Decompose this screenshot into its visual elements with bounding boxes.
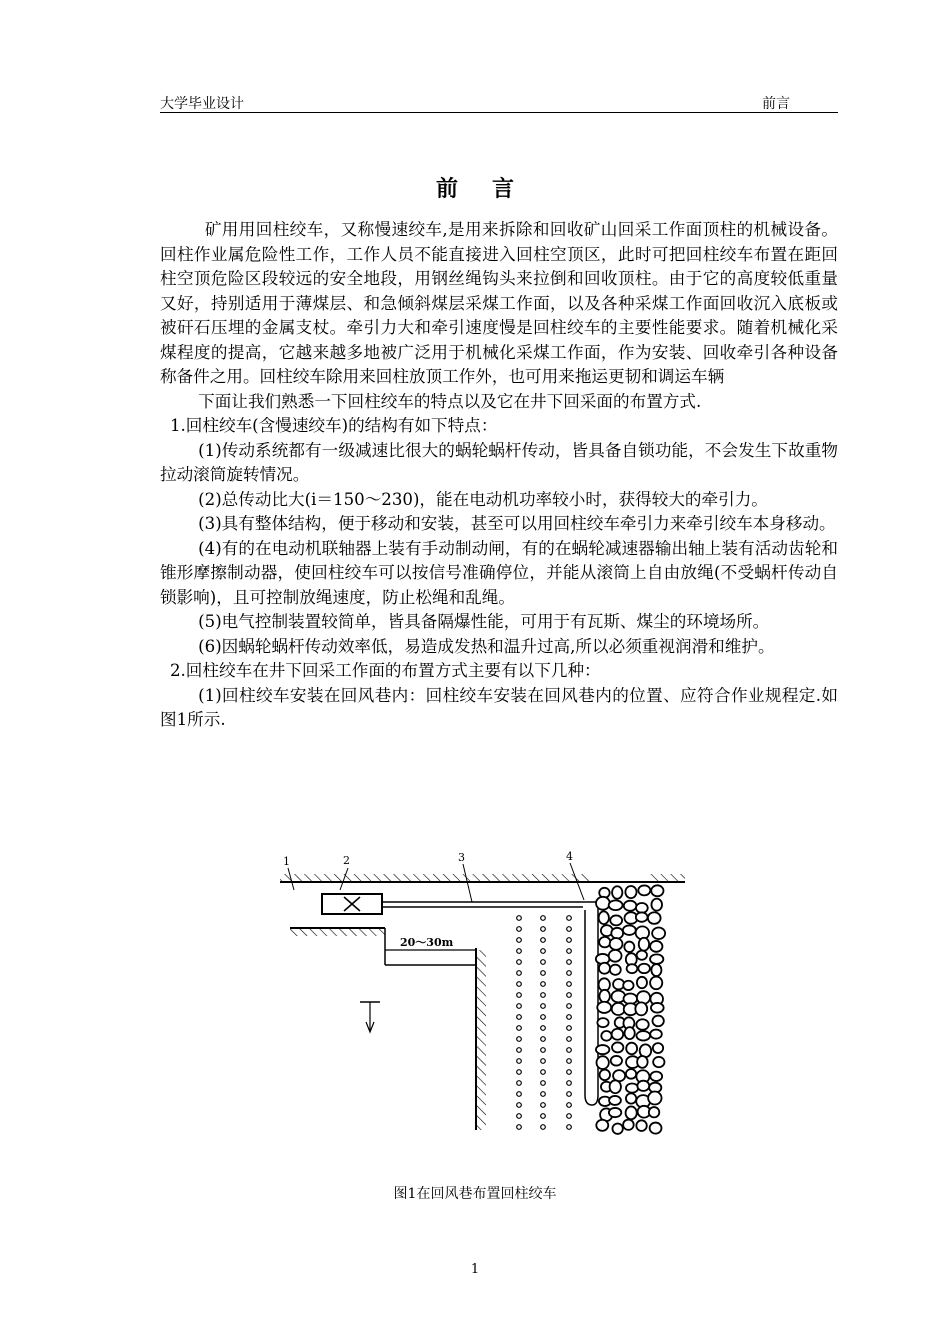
- prop: [517, 1048, 522, 1053]
- label-1: 1: [283, 855, 290, 868]
- prop: [541, 938, 546, 943]
- prop: [567, 949, 572, 954]
- prop: [567, 1070, 572, 1075]
- prop: [517, 993, 522, 998]
- rock: [637, 1081, 649, 1091]
- paragraph: (5)电气控制装置较简单，皆具备隔爆性能，可用于有瓦斯、煤尘的环境场所。: [198, 612, 770, 631]
- rock: [626, 1093, 636, 1103]
- floor-hatch: [290, 928, 385, 936]
- rock: [637, 951, 647, 960]
- prop: [517, 1125, 522, 1130]
- paragraph: (6)因蜗轮蜗杆传动效率低，易造成发热和温升过高,所以必须重视润滑和维护。: [198, 636, 775, 656]
- prop: [541, 982, 546, 987]
- rock: [601, 1031, 611, 1041]
- prop: [517, 1015, 522, 1020]
- rock: [650, 941, 662, 952]
- rock: [612, 1029, 624, 1040]
- rock: [597, 1002, 611, 1013]
- prop: [517, 1037, 522, 1042]
- paragraph: (1)传动系统都有一级减速比很大的蜗轮蜗杆传动，皆具备自锁功能，不会发生下故重物拉动滚筒旋转情况。: [160, 440, 838, 484]
- prop: [567, 1103, 572, 1108]
- goaf-rubble: [596, 885, 665, 1134]
- prop: [517, 1059, 522, 1064]
- label-3: 3: [458, 851, 465, 864]
- rock: [609, 950, 622, 962]
- rock: [638, 885, 650, 895]
- roof-hatch: [650, 874, 685, 882]
- rock: [596, 1056, 608, 1069]
- paragraph: (4)有的在电动机联轴器上装有手动制动闸，有的在蜗轮减速器输出轴上装有活动齿轮和锥形摩擦制动器，使回柱绞车可以按信号准确停位，并能从滚筒上自由放绳(不受蜗杆传动自锁影响)，且可控制放绳速度，防止松绳和乱绳。: [160, 538, 838, 607]
- rock: [651, 885, 663, 896]
- prop: [541, 1081, 546, 1086]
- prop: [517, 1114, 522, 1119]
- rock: [612, 1003, 625, 1015]
- prop: [567, 971, 572, 976]
- prop: [541, 1092, 546, 1097]
- figure-caption: 图1在回风巷布置回柱绞车: [393, 1186, 557, 1202]
- paragraph: (2)总传动比大(i＝150～230)，能在电动机功率较小时，获得较大的牵引力。: [198, 489, 768, 509]
- rock: [612, 1042, 623, 1052]
- rock: [611, 1056, 622, 1066]
- rock: [600, 1070, 610, 1081]
- prop: [517, 1092, 522, 1097]
- paragraph: (3)具有整体结构，便于移动和安装，甚至可以用回柱绞车牵引力来牵引绞车本身移动。: [198, 514, 836, 533]
- rock: [635, 1002, 647, 1015]
- rock: [609, 1096, 621, 1105]
- paragraph: (1)回柱绞车安装在回风巷内：回柱绞车安装在回风巷内的位置、应符合作业规程定.如图1所示.: [160, 685, 838, 729]
- rock: [612, 886, 622, 899]
- rock: [651, 899, 662, 911]
- prop: [517, 1081, 522, 1086]
- rock: [625, 886, 636, 898]
- section-heading: 2.回柱绞车在井下回采工作面的布置方式主要有以下几种：: [169, 661, 601, 680]
- rock: [610, 915, 622, 925]
- prop: [517, 1103, 522, 1108]
- prop: [541, 1125, 546, 1130]
- prop: [567, 1015, 572, 1020]
- label-4: 4: [566, 850, 573, 863]
- prop: [541, 1103, 546, 1108]
- prop: [567, 1125, 572, 1130]
- rock: [610, 965, 621, 975]
- prop: [541, 971, 546, 976]
- rock: [650, 977, 662, 990]
- rock: [648, 912, 661, 924]
- rock: [638, 964, 650, 973]
- rock: [597, 1018, 608, 1027]
- rock: [653, 1057, 664, 1067]
- prop: [541, 1004, 546, 1009]
- rock: [651, 1003, 664, 1013]
- rock: [637, 1056, 648, 1068]
- rock: [623, 1120, 634, 1130]
- header-left: 大学毕业设计: [160, 96, 244, 112]
- rock: [596, 1045, 609, 1054]
- prop: [567, 1037, 572, 1042]
- prop: [517, 982, 522, 987]
- rock: [650, 1123, 662, 1134]
- rock: [636, 1120, 646, 1131]
- roof-hatch: [280, 874, 590, 882]
- prop: [541, 1048, 546, 1053]
- prop: [541, 916, 546, 921]
- body-text: [160, 218, 838, 733]
- prop: [541, 1070, 546, 1075]
- prop: [517, 927, 522, 932]
- prop: [567, 960, 572, 965]
- prop: [541, 927, 546, 932]
- prop: [567, 1092, 572, 1097]
- rock: [623, 925, 636, 935]
- rock: [596, 897, 610, 910]
- rock: [626, 1083, 638, 1092]
- rock: [612, 1124, 622, 1134]
- rock: [650, 1030, 662, 1039]
- prop: [517, 1004, 522, 1009]
- face-wall-hatch: [476, 950, 486, 1130]
- prop: [541, 960, 546, 965]
- distance-label: 20～30m: [400, 936, 454, 949]
- rock: [626, 1106, 637, 1119]
- page-title: 前言: [435, 176, 548, 202]
- prop: [517, 938, 522, 943]
- prop: [567, 1059, 572, 1064]
- prop: [567, 982, 572, 987]
- prop: [541, 1026, 546, 1031]
- prop: [567, 1048, 572, 1053]
- prop: [541, 993, 546, 998]
- rock: [652, 1016, 663, 1027]
- rock: [649, 1107, 659, 1117]
- prop: [541, 1114, 546, 1119]
- section-heading: 1.回柱绞车(含慢速绞车)的结构有如下特点：: [169, 416, 498, 435]
- prop: [567, 1026, 572, 1031]
- prop: [517, 916, 522, 921]
- rock: [650, 1072, 662, 1081]
- rock: [637, 977, 647, 988]
- rock: [610, 1080, 621, 1093]
- prop: [567, 1114, 572, 1119]
- rock: [639, 938, 649, 951]
- rock: [648, 1092, 661, 1105]
- rock: [627, 964, 638, 973]
- rock: [636, 912, 648, 921]
- header-right: 前言: [762, 96, 790, 112]
- rock: [653, 1043, 663, 1053]
- rock: [610, 938, 623, 950]
- rock: [623, 981, 633, 990]
- rock: [624, 901, 637, 911]
- page-number: 1: [470, 1262, 480, 1277]
- prop: [517, 1026, 522, 1031]
- label-2: 2: [343, 854, 350, 867]
- rock: [652, 928, 665, 940]
- page-header: [160, 90, 838, 113]
- prop: [567, 1004, 572, 1009]
- rock: [599, 963, 610, 974]
- rock: [636, 903, 648, 913]
- rock: [599, 937, 610, 947]
- prop: [567, 916, 572, 921]
- prop: [517, 949, 522, 954]
- rock: [609, 1108, 621, 1117]
- prop: [541, 1059, 546, 1064]
- prop: [567, 1081, 572, 1086]
- rock: [599, 911, 609, 924]
- rope-down: [583, 902, 598, 1105]
- paragraph: 矿用用回柱绞车，又称慢速绞车,是用来拆除和回收矿山回采工作面顶柱的机械设备。回柱作业属危险性工作，工作人员不能直接进入回柱空顶区，此时可把回柱绞车布置在距回柱空顶危险区段较远的安全地段，用钢丝绳钩头来拉倒和回收顶柱。由于它的高度较低重量又好，持别适用于薄煤层、和急倾斜煤层采煤工作面，以及各种采煤工作面回收沉入底板或被矸石压埋的金属支杖。牵引力大和牵引速度慢是回柱绞车的主要性能要求。随着机械化采煤程度的提高，它越来越多地被广泛用于机械化采煤工作面，作为安装、回收牵引各种设备称备件之用。回柱绞车除用来回柱放顶工作外，也可用来拖运更韧和调运车辆: [160, 220, 838, 386]
- paragraph: 下面让我们熟悉一下回柱绞车的特点以及它在井下回采面的布置方式.: [198, 391, 702, 411]
- rock: [636, 1031, 650, 1040]
- prop: [541, 1015, 546, 1020]
- winch-layout-figure: [280, 850, 690, 1150]
- rock: [625, 1027, 635, 1039]
- prop: [541, 1037, 546, 1042]
- prop: [567, 938, 572, 943]
- prop: [517, 960, 522, 965]
- rock: [651, 964, 661, 976]
- rock: [650, 954, 663, 964]
- rock: [609, 900, 623, 910]
- rock: [611, 928, 623, 939]
- prop: [541, 949, 546, 954]
- props: [517, 916, 572, 1130]
- prop: [567, 927, 572, 932]
- rock: [624, 942, 634, 952]
- rock: [596, 1120, 608, 1131]
- rock: [626, 1069, 636, 1079]
- prop: [567, 993, 572, 998]
- rock: [636, 1019, 648, 1030]
- prop: [517, 971, 522, 976]
- prop: [517, 1070, 522, 1075]
- rock: [599, 990, 609, 1003]
- rock: [626, 1043, 637, 1055]
